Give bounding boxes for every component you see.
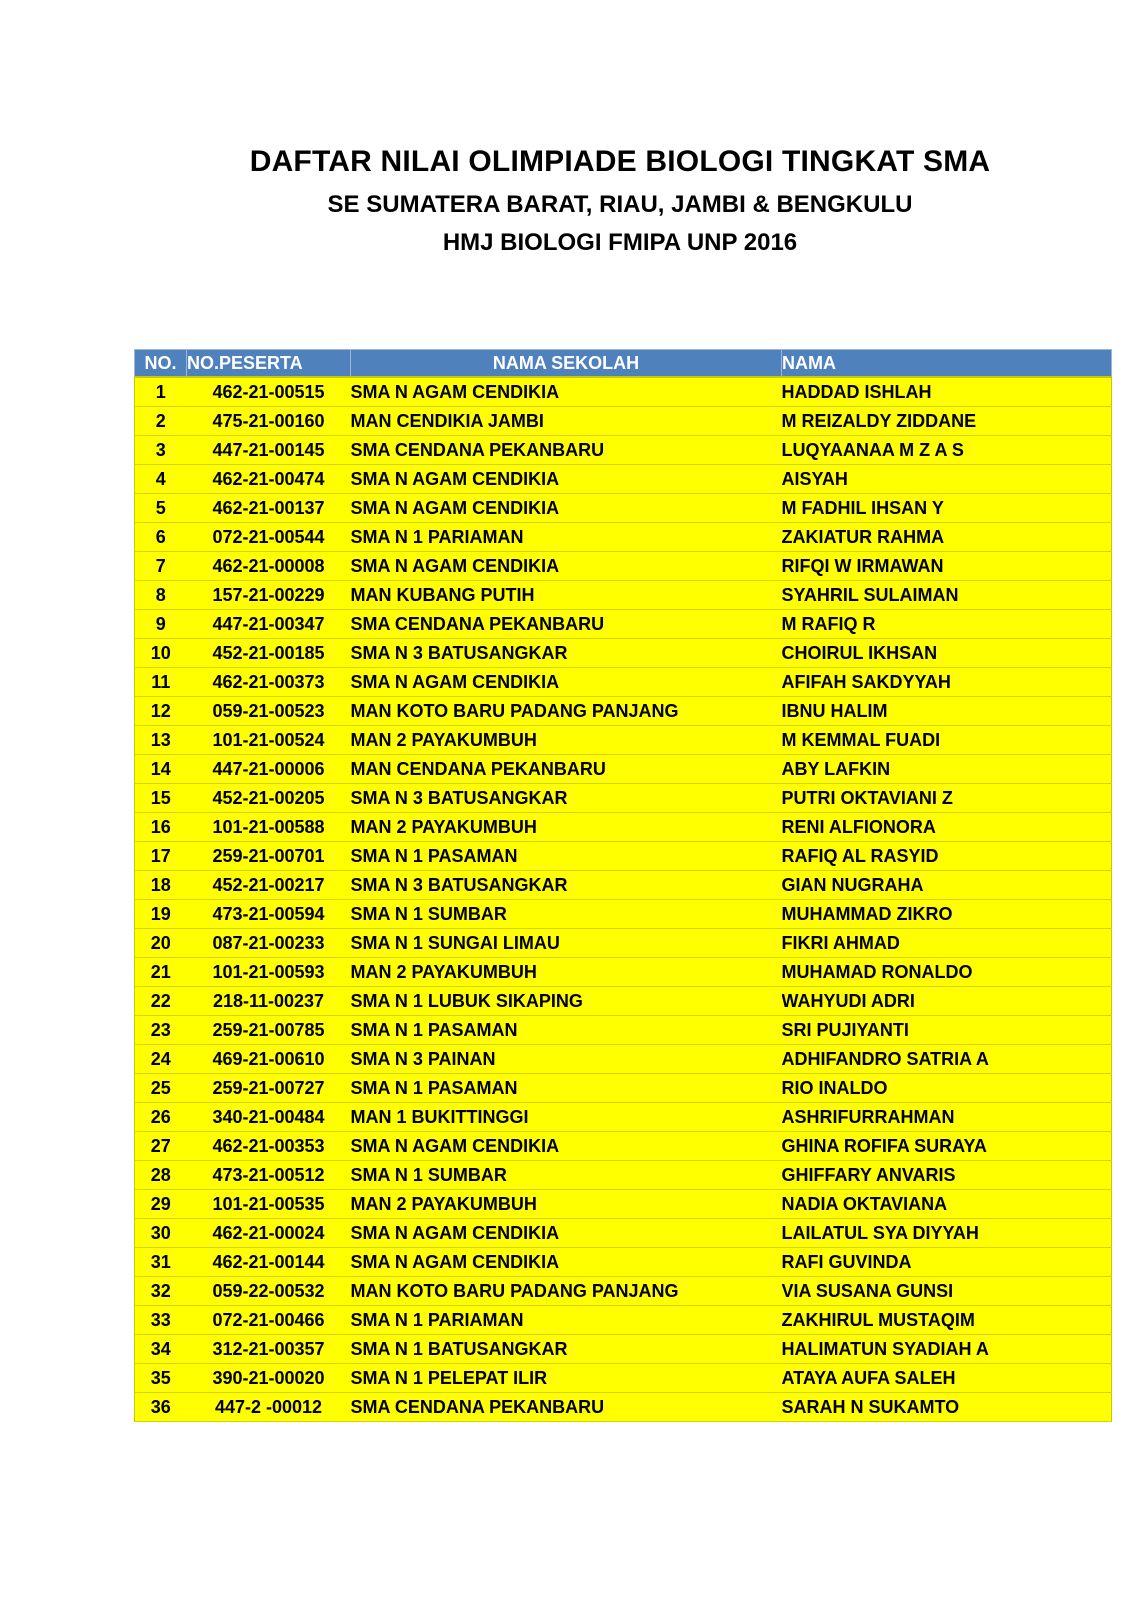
- table-row: [135, 929, 1112, 958]
- table-row: [135, 668, 1112, 697]
- student-name: AFIFAH SAKDYYAH: [782, 668, 1112, 697]
- school-name: SMA N AGAM CENDIKIA: [351, 1132, 782, 1161]
- results-table: [134, 349, 1112, 1422]
- school-name: SMA CENDANA PEKANBARU: [351, 436, 782, 465]
- student-name: LAILATUL SYA DIYYAH: [782, 1219, 1112, 1248]
- student-name: AISYAH: [782, 465, 1112, 494]
- student-name: NADIA OKTAVIANA: [782, 1190, 1112, 1219]
- school-name: SMA N AGAM CENDIKIA: [351, 465, 782, 494]
- school-name: MAN KOTO BARU PADANG PANJANG: [351, 697, 782, 726]
- table-row: [135, 1103, 1112, 1132]
- table-row: [135, 1364, 1112, 1393]
- school-name: MAN KUBANG PUTIH: [351, 581, 782, 610]
- row-number: 23: [135, 1016, 187, 1045]
- results-table-header: [135, 350, 1112, 378]
- table-row: [135, 1161, 1112, 1190]
- participant-number: 059-21-00523: [187, 697, 351, 726]
- school-name: SMA N 1 BATUSANGKAR: [351, 1335, 782, 1364]
- school-name: SMA N 1 SUMBAR: [351, 1161, 782, 1190]
- participant-number: 101-21-00593: [187, 958, 351, 987]
- document-organizer: HMJ BIOLOGI FMIPA UNP 2016: [442, 229, 798, 256]
- table-row: [135, 1045, 1112, 1074]
- participant-number: 462-21-00353: [187, 1132, 351, 1161]
- participant-number: 447-21-00347: [187, 610, 351, 639]
- school-name: SMA N 3 BATUSANGKAR: [351, 784, 782, 813]
- row-number: 3: [135, 436, 187, 465]
- row-number: 30: [135, 1219, 187, 1248]
- school-name: MAN CENDANA PEKANBARU: [351, 755, 782, 784]
- student-name: RENI ALFIONORA: [782, 813, 1112, 842]
- row-number: 21: [135, 958, 187, 987]
- row-number: 5: [135, 494, 187, 523]
- student-name: ADHIFANDRO SATRIA A: [782, 1045, 1112, 1074]
- school-name: SMA N AGAM CENDIKIA: [351, 1219, 782, 1248]
- document-title: DAFTAR NILAI OLIMPIADE BIOLOGI TINGKAT SMA: [249, 145, 991, 178]
- row-number: 13: [135, 726, 187, 755]
- participant-number: 462-21-00137: [187, 494, 351, 523]
- row-number: 18: [135, 871, 187, 900]
- participant-number: 462-21-00474: [187, 465, 351, 494]
- document-header: [230, 144, 1010, 258]
- row-number: 35: [135, 1364, 187, 1393]
- row-number: 16: [135, 813, 187, 842]
- participant-number: 462-21-00373: [187, 668, 351, 697]
- row-number: 27: [135, 1132, 187, 1161]
- row-number: 12: [135, 697, 187, 726]
- school-name: SMA N 1 SUNGAI LIMAU: [351, 929, 782, 958]
- column-header-nama-sekolah: NAMA SEKOLAH: [351, 350, 782, 378]
- table-row: [135, 523, 1112, 552]
- row-number: 34: [135, 1335, 187, 1364]
- student-name: ABY LAFKIN: [782, 755, 1112, 784]
- row-number: 20: [135, 929, 187, 958]
- table-row: [135, 755, 1112, 784]
- table-row: [135, 842, 1112, 871]
- table-row: [135, 1219, 1112, 1248]
- table-row: [135, 1190, 1112, 1219]
- student-name: ZAKIATUR RAHMA: [782, 523, 1112, 552]
- student-name: LUQYAANAA M Z A S: [782, 436, 1112, 465]
- table-row: [135, 639, 1112, 668]
- student-name: MUHAMAD RONALDO: [782, 958, 1112, 987]
- table-row: [135, 871, 1112, 900]
- participant-number: 452-21-00185: [187, 639, 351, 668]
- school-name: SMA CENDANA PEKANBARU: [351, 1393, 782, 1422]
- row-number: 7: [135, 552, 187, 581]
- table-row: [135, 784, 1112, 813]
- student-name: MUHAMMAD ZIKRO: [782, 900, 1112, 929]
- participant-number: 259-21-00785: [187, 1016, 351, 1045]
- participant-number: 447-21-00145: [187, 436, 351, 465]
- row-number: 14: [135, 755, 187, 784]
- participant-number: 390-21-00020: [187, 1364, 351, 1393]
- participant-number: 087-21-00233: [187, 929, 351, 958]
- school-name: SMA N AGAM CENDIKIA: [351, 1248, 782, 1277]
- row-number: 11: [135, 668, 187, 697]
- student-name: VIA SUSANA GUNSI: [782, 1277, 1112, 1306]
- row-number: 26: [135, 1103, 187, 1132]
- participant-number: 473-21-00594: [187, 900, 351, 929]
- student-name: ATAYA AUFA SALEH: [782, 1364, 1112, 1393]
- row-number: 28: [135, 1161, 187, 1190]
- table-row: [135, 1248, 1112, 1277]
- participant-number: 462-21-00024: [187, 1219, 351, 1248]
- school-name: SMA N 3 BATUSANGKAR: [351, 871, 782, 900]
- student-name: CHOIRUL IKHSAN: [782, 639, 1112, 668]
- school-name: SMA N AGAM CENDIKIA: [351, 668, 782, 697]
- student-name: GHINA ROFIFA SURAYA: [782, 1132, 1112, 1161]
- participant-number: 101-21-00588: [187, 813, 351, 842]
- row-number: 9: [135, 610, 187, 639]
- school-name: SMA N 1 PARIAMAN: [351, 523, 782, 552]
- row-number: 6: [135, 523, 187, 552]
- participant-number: 462-21-00515: [187, 377, 351, 407]
- student-name: GIAN NUGRAHA: [782, 871, 1112, 900]
- school-name: SMA N AGAM CENDIKIA: [351, 494, 782, 523]
- student-name: HALIMATUN SYADIAH A: [782, 1335, 1112, 1364]
- student-name: RAFIQ AL RASYID: [782, 842, 1112, 871]
- participant-number: 473-21-00512: [187, 1161, 351, 1190]
- table-row: [135, 581, 1112, 610]
- row-number: 4: [135, 465, 187, 494]
- participant-number: 462-21-00008: [187, 552, 351, 581]
- school-name: SMA N 1 LUBUK SIKAPING: [351, 987, 782, 1016]
- participant-number: 157-21-00229: [187, 581, 351, 610]
- row-number: 1: [135, 377, 187, 407]
- school-name: MAN 2 PAYAKUMBUH: [351, 1190, 782, 1219]
- student-name: RIO INALDO: [782, 1074, 1112, 1103]
- student-name: HADDAD ISHLAH: [782, 377, 1112, 407]
- student-name: M RAFIQ R: [782, 610, 1112, 639]
- row-number: 24: [135, 1045, 187, 1074]
- table-row: [135, 958, 1112, 987]
- participant-number: 059-22-00532: [187, 1277, 351, 1306]
- table-row: [135, 987, 1112, 1016]
- table-row: [135, 610, 1112, 639]
- student-name: WAHYUDI ADRI: [782, 987, 1112, 1016]
- participant-number: 469-21-00610: [187, 1045, 351, 1074]
- participant-number: 462-21-00144: [187, 1248, 351, 1277]
- student-name: FIKRI AHMAD: [782, 929, 1112, 958]
- student-name: M REIZALDY ZIDDANE: [782, 407, 1112, 436]
- participant-number: 259-21-00727: [187, 1074, 351, 1103]
- participant-number: 447-21-00006: [187, 755, 351, 784]
- school-name: SMA N 1 PASAMAN: [351, 1016, 782, 1045]
- row-number: 17: [135, 842, 187, 871]
- row-number: 29: [135, 1190, 187, 1219]
- table-row: [135, 813, 1112, 842]
- school-name: SMA N 1 SUMBAR: [351, 900, 782, 929]
- student-name: PUTRI OKTAVIANI Z: [782, 784, 1112, 813]
- row-number: 36: [135, 1393, 187, 1422]
- student-name: SRI PUJIYANTI: [782, 1016, 1112, 1045]
- participant-number: 072-21-00466: [187, 1306, 351, 1335]
- table-row: [135, 1132, 1112, 1161]
- table-row: [135, 900, 1112, 929]
- school-name: SMA CENDANA PEKANBARU: [351, 610, 782, 639]
- school-name: SMA N AGAM CENDIKIA: [351, 377, 782, 407]
- table-row: [135, 1393, 1112, 1422]
- school-name: MAN 2 PAYAKUMBUH: [351, 958, 782, 987]
- school-name: MAN CENDIKIA JAMBI: [351, 407, 782, 436]
- table-row: [135, 552, 1112, 581]
- table-row: [135, 1335, 1112, 1364]
- table-row: [135, 1277, 1112, 1306]
- participant-number: 452-21-00205: [187, 784, 351, 813]
- school-name: SMA N 1 PARIAMAN: [351, 1306, 782, 1335]
- school-name: SMA N 1 PASAMAN: [351, 842, 782, 871]
- school-name: SMA N 1 PASAMAN: [351, 1074, 782, 1103]
- results-table-body: [135, 377, 1112, 1422]
- row-number: 25: [135, 1074, 187, 1103]
- document-subtitle: SE SUMATERA BARAT, RIAU, JAMBI & BENGKULU: [327, 191, 913, 218]
- participant-number: 101-21-00535: [187, 1190, 351, 1219]
- participant-number: 218-11-00237: [187, 987, 351, 1016]
- table-row: [135, 377, 1112, 407]
- school-name: MAN 1 BUKITTINGGI: [351, 1103, 782, 1132]
- student-name: IBNU HALIM: [782, 697, 1112, 726]
- table-row: [135, 407, 1112, 436]
- student-name: SARAH N SUKAMTO: [782, 1393, 1112, 1422]
- school-name: SMA N 3 PAINAN: [351, 1045, 782, 1074]
- participant-number: 475-21-00160: [187, 407, 351, 436]
- participant-number: 072-21-00544: [187, 523, 351, 552]
- school-name: MAN 2 PAYAKUMBUH: [351, 726, 782, 755]
- row-number: 32: [135, 1277, 187, 1306]
- school-name: MAN KOTO BARU PADANG PANJANG: [351, 1277, 782, 1306]
- participant-number: 447-2 -00012: [187, 1393, 351, 1422]
- row-number: 8: [135, 581, 187, 610]
- student-name: GHIFFARY ANVARIS: [782, 1161, 1112, 1190]
- table-row: [135, 1074, 1112, 1103]
- student-name: M KEMMAL FUADI: [782, 726, 1112, 755]
- column-header-nama: NAMA: [782, 350, 1112, 378]
- table-row: [135, 726, 1112, 755]
- table-row: [135, 697, 1112, 726]
- table-row: [135, 1306, 1112, 1335]
- table-row: [135, 1016, 1112, 1045]
- student-name: ASHRIFURRAHMAN: [782, 1103, 1112, 1132]
- table-row: [135, 436, 1112, 465]
- row-number: 10: [135, 639, 187, 668]
- participant-number: 340-21-00484: [187, 1103, 351, 1132]
- participant-number: 101-21-00524: [187, 726, 351, 755]
- student-name: ZAKHIRUL MUSTAQIM: [782, 1306, 1112, 1335]
- student-name: SYAHRIL SULAIMAN: [782, 581, 1112, 610]
- student-name: RIFQI W IRMAWAN: [782, 552, 1112, 581]
- school-name: MAN 2 PAYAKUMBUH: [351, 813, 782, 842]
- student-name: RAFI GUVINDA: [782, 1248, 1112, 1277]
- row-number: 33: [135, 1306, 187, 1335]
- table-row: [135, 494, 1112, 523]
- row-number: 15: [135, 784, 187, 813]
- table-row: [135, 465, 1112, 494]
- row-number: 31: [135, 1248, 187, 1277]
- row-number: 19: [135, 900, 187, 929]
- row-number: 22: [135, 987, 187, 1016]
- participant-number: 452-21-00217: [187, 871, 351, 900]
- participant-number: 312-21-00357: [187, 1335, 351, 1364]
- row-number: 2: [135, 407, 187, 436]
- school-name: SMA N 1 PELEPAT ILIR: [351, 1364, 782, 1393]
- school-name: SMA N AGAM CENDIKIA: [351, 552, 782, 581]
- column-header-no-peserta: NO.PESERTA: [187, 350, 351, 378]
- school-name: SMA N 3 BATUSANGKAR: [351, 639, 782, 668]
- participant-number: 259-21-00701: [187, 842, 351, 871]
- header-row: [135, 350, 1112, 378]
- column-header-no: NO.: [135, 350, 187, 378]
- student-name: M FADHIL IHSAN Y: [782, 494, 1112, 523]
